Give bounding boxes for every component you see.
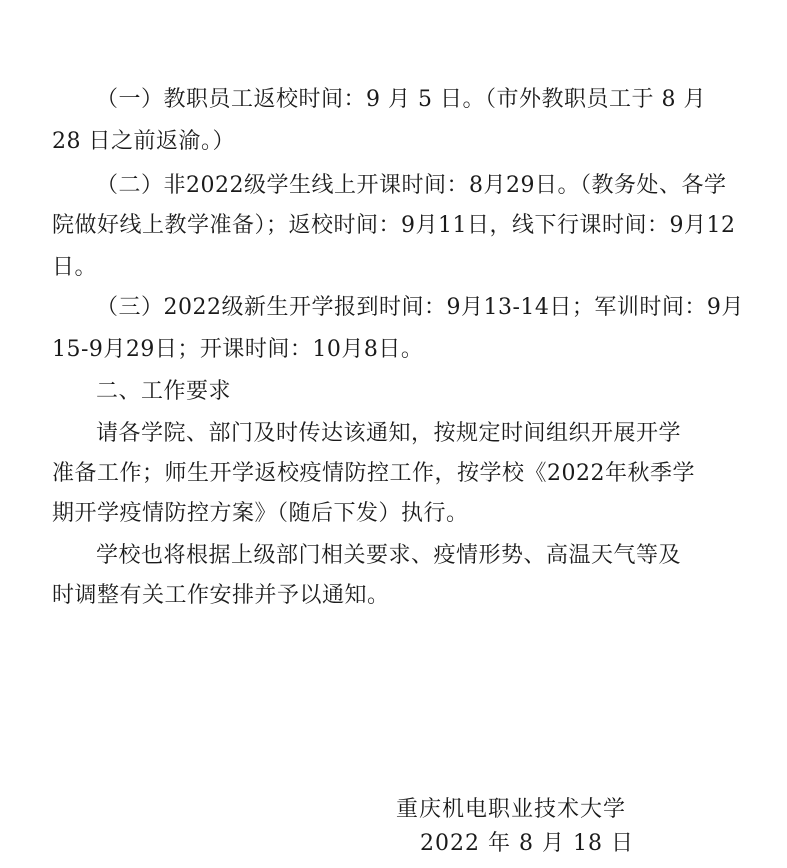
section-1-line-1: （一）教职员工返校时间：9 月 5 日。（市外教职员工于 8 月 [96, 87, 706, 112]
section-2-line-1: （二）非2022级学生线上开课时间：8月29日。（教务处、各学 [96, 173, 727, 198]
section-3-line-2: 15-9月29日；开课时间：10月8日。 [52, 337, 424, 362]
section-3-line-1: （三）2022级新生开学报到时间：9月13-14日；军训时间：9月 [96, 295, 744, 320]
section-1-line-2: 28 日之前返渝。） [52, 129, 235, 154]
section-2-line-2: 院做好线上教学准备）；返校时间：9月11日，线下行课时间：9月12 [52, 213, 736, 238]
requirements-para-1-line-3: 期开学疫情防控方案》（随后下发）执行。 [52, 501, 469, 526]
requirements-para-2-line-2: 时调整有关工作安排并予以通知。 [52, 583, 390, 608]
requirements-para-2-line-1: 学校也将根据上级部门相关要求、疫情形势、高温天气等及 [96, 543, 682, 568]
requirements-para-1-line-2: 准备工作；师生开学返校疫情防控工作，按学校《2022年秋季学 [52, 461, 695, 486]
heading-work-requirements: 二、工作要求 [96, 379, 232, 404]
section-2-line-3: 日。 [52, 255, 98, 280]
signature-date: 2022 年 8 月 18 日 [420, 831, 634, 856]
signature-organization: 重庆机电职业技术大学 [396, 797, 627, 822]
requirements-para-1-line-1: 请各学院、部门及时传达该通知，按规定时间组织开展开学 [96, 421, 682, 446]
